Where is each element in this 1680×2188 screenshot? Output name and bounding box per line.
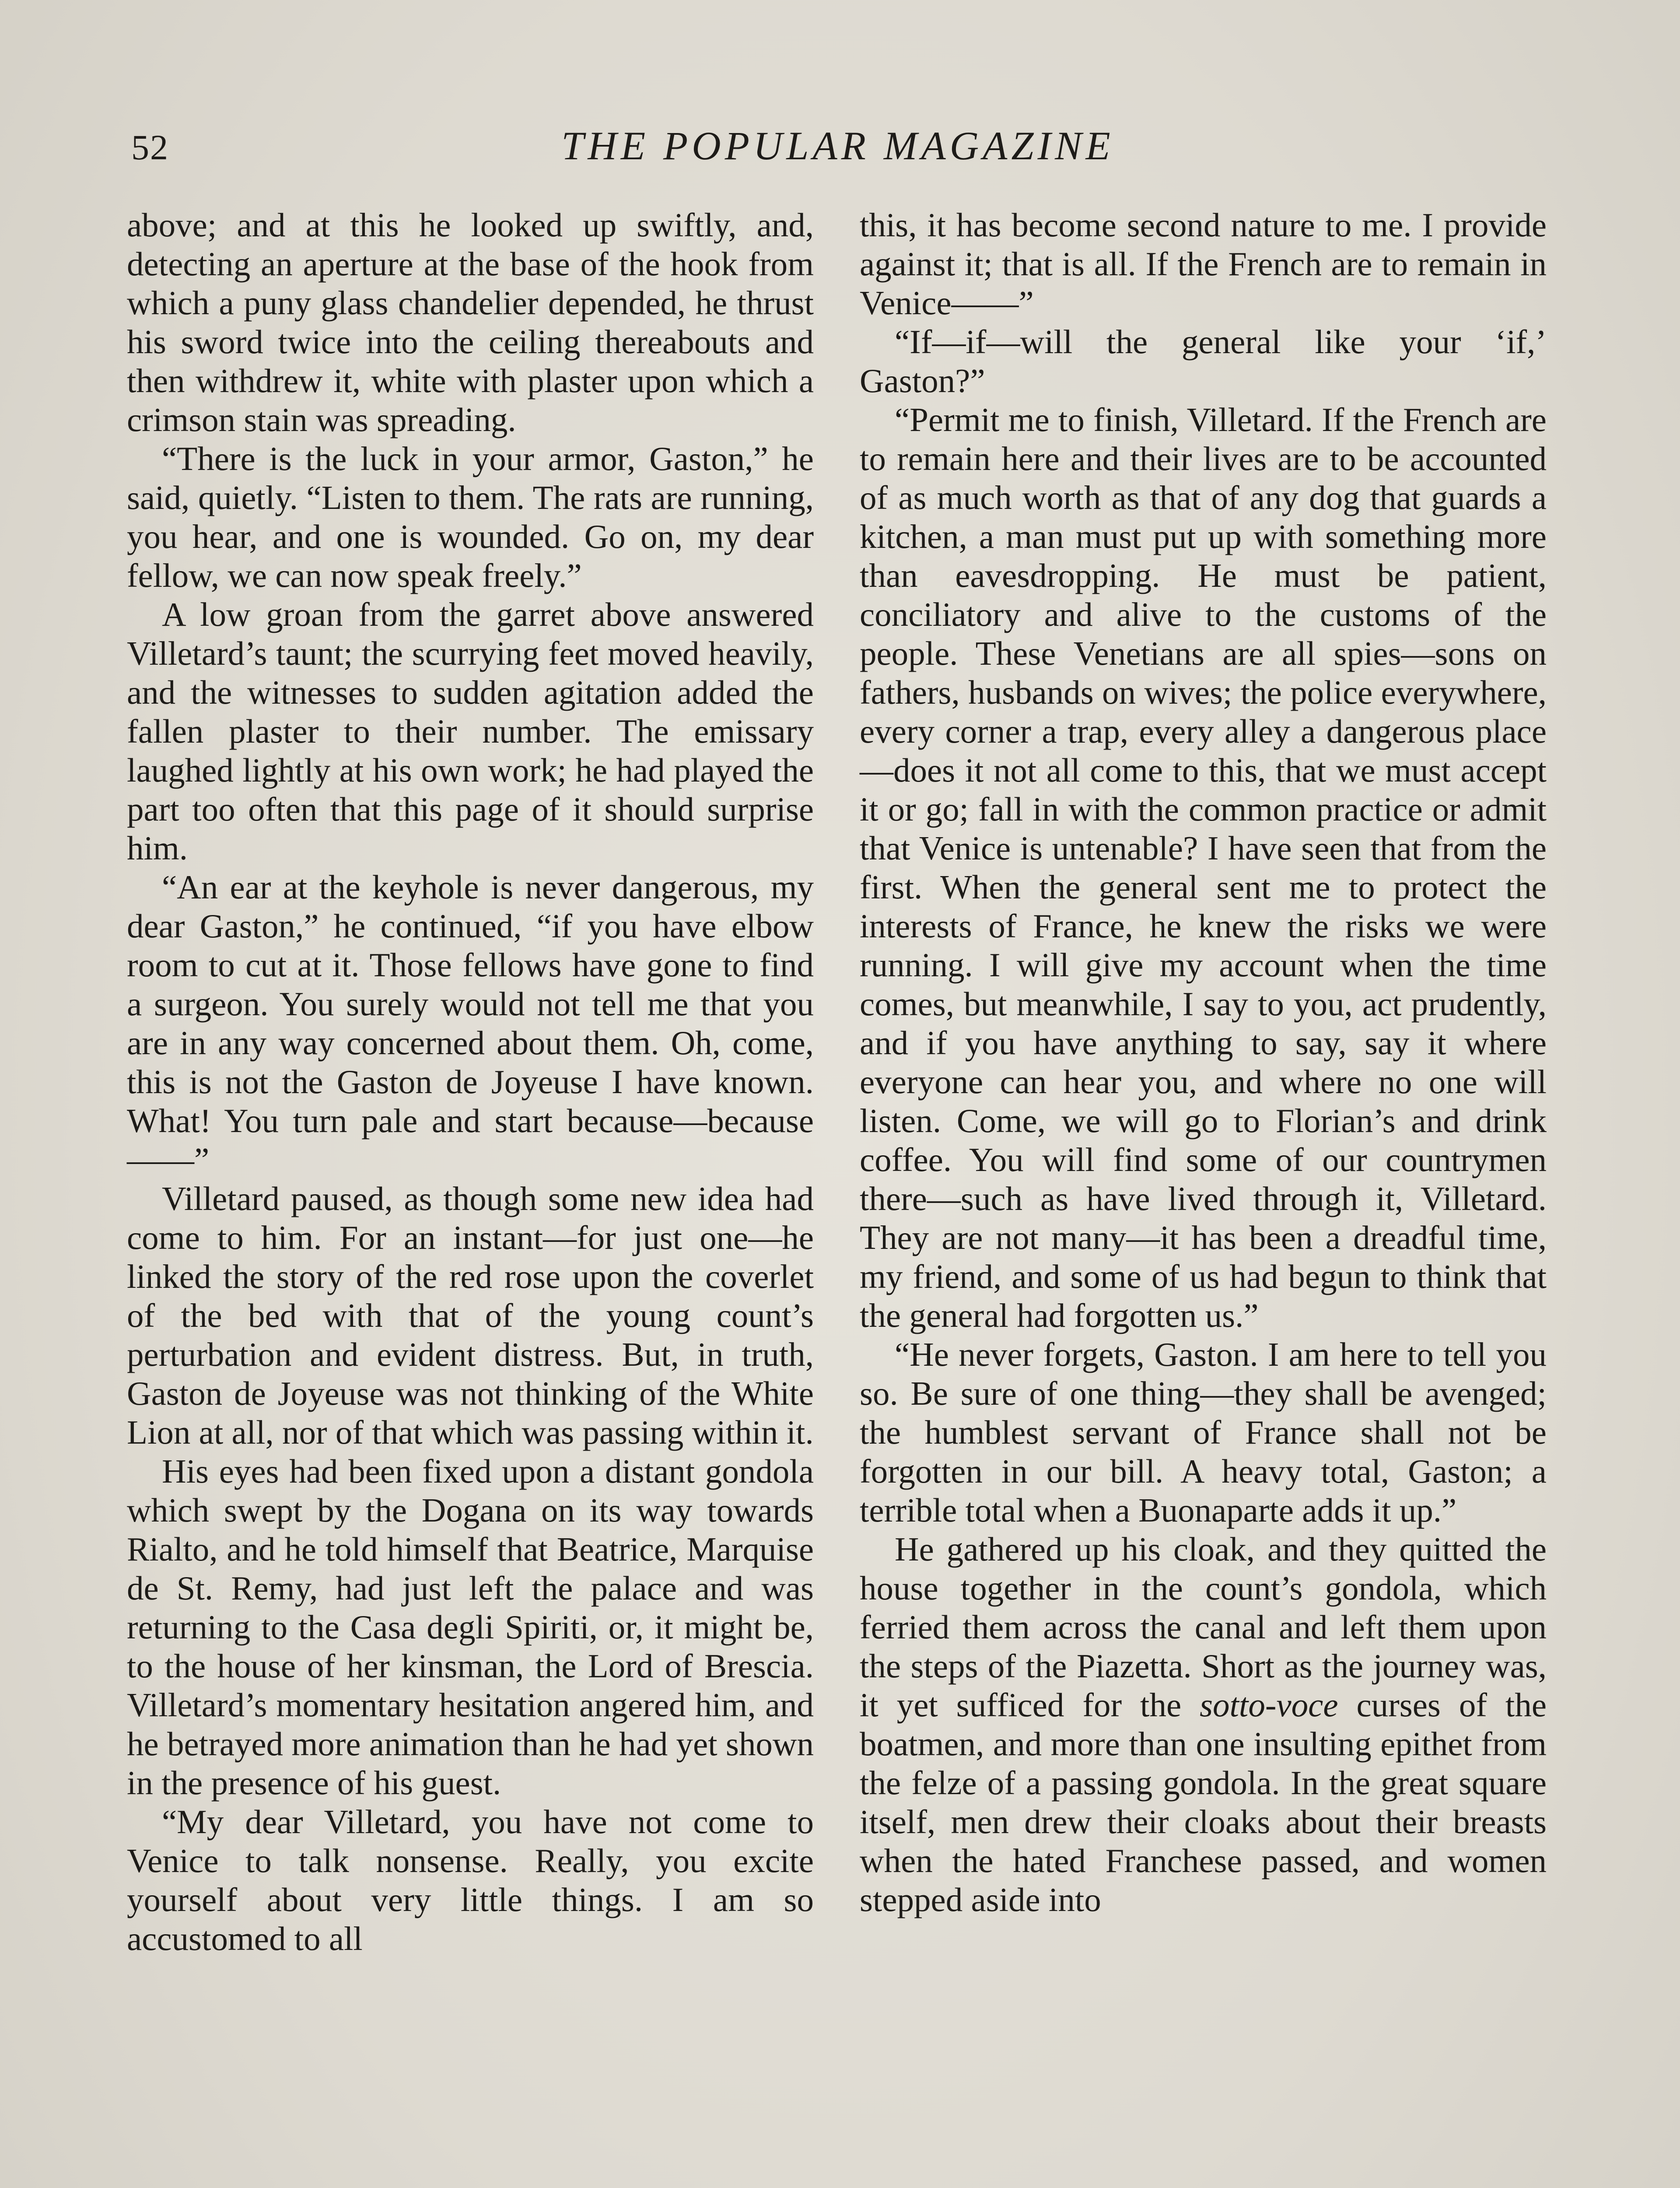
running-title: THE POPULAR MAGAZINE: [561, 123, 1114, 168]
text-run: curses of the boatmen, and more than one insulting epithet from the felze of a passing gondola. In the great square itself, men drew their cloaks about their breasts when the hated Franchese passed, and women stepped aside into: [860, 1686, 1547, 1918]
paragraph: “My dear Villetard, you have not come to Venice to talk nonsense. Really, you excite yourself about very little things. I am so accustomed to all: [127, 1803, 814, 1957]
left-column: [127, 206, 814, 1958]
paragraph: “Permit me to finish, Villetard. If the French are to remain here and their lives are to be accounted of as much worth as that of any dog that guards a kitchen, a man must put up with something more than eavesdropping. He must be patient, conciliatory and alive to the customs of the people. These Venetians are all spies—sons on fathers, husbands on wives; the police everywhere, every corner a trap, every alley a dangerous place—does it not all come to this, that we must accept it or go; fall in with the common practice or admit that Venice is untenable? I have seen that from the first. When the general sent me to protect the interests of France, he knew the risks we were running. I will give my account when the time comes, but meanwhile, I say to you, act prudently, and if you have anything to say, say it where everyone can hear you, and where no one will listen. Come, we will go to Florian’s and drink coffee. You will find some of our countrymen there—such as have lived through it, Villetard. They are not many—it has been a dreadful time, my friend, and some of us had begun to think that the general had forgotten us.”: [860, 401, 1547, 1334]
paragraph: Villetard paused, as though some new idea had come to him. For an instant—for just one—he linked the story of the red rose upon the coverlet of the bed with that of the young count’s perturbation and evident distress. But, in truth, Gaston de Joyeuse was not thinking of the White Lion at all, nor of that which was passing within it.: [127, 1180, 814, 1451]
paragraph: [860, 1530, 1547, 1919]
paragraph: “If—if—will the general like your ‘if,’ Gaston?”: [860, 323, 1547, 400]
paragraph: His eyes had been fixed upon a distant gondola which swept by the Dogana on its way towards Rialto, and he told himself that Beatrice, Marquise de St. Remy, had just left the palace and was returning to the Casa degli Spiriti, or, it might be, to the house of her kinsman, the Lord of Brescia. Villetard’s momentary hesitation angered him, and he betrayed more animation than he had yet shown in the presence of his guest.: [127, 1452, 814, 1802]
right-column: [860, 206, 1547, 1919]
paragraph: “He never forgets, Gaston. I am here to tell you so. Be sure of one thing—they shall be avenged; the humblest servant of France shall not be forgotten in our bill. A heavy total, Gaston; a terrible total when a Buonaparte adds it up.”: [860, 1336, 1547, 1529]
paragraph: this, it has become second nature to me. I provide against it; that is all. If the French are to remain in Venice——”: [860, 206, 1547, 322]
paragraph: A low groan from the garret above answered Villetard’s taunt; the scurrying feet moved heavily, and the witnesses to sudden agitation added the fallen plaster to their number. The emissary laughed lightly at his own work; he had played the part too often that this page of it should surprise him.: [127, 596, 814, 867]
paragraph: above; and at this he looked up swiftly, and, detecting an aperture at the base of the hook from which a puny glass chandelier depended, he thrust his sword twice into the ceiling thereabouts and then withdrew it, white with plaster upon which a crimson stain was spreading.: [127, 206, 814, 438]
page-number: 52: [131, 127, 169, 167]
text-run: He gathered up his cloak, and they quitted the house together in the count’s gondola, which ferried them across the canal and left them upon the steps of the Piazetta. Short as the journey was, it yet sufficed for the: [860, 1530, 1547, 1724]
italic-phrase: sotto-voce: [1200, 1686, 1338, 1724]
page-header: [127, 118, 1549, 175]
paragraph: “There is the luck in your armor, Gaston,” he said, quietly. “Listen to them. The rats are running, you hear, and one is wounded. Go on, my dear fellow, we can now speak freely.”: [127, 440, 814, 594]
paragraph: “An ear at the keyhole is never dangerous, my dear Gaston,” he continued, “if you have elbow room to cut at it. Those fellows have gone to find a surgeon. You surely would not tell me that you are in any way concerned about them. Oh, come, this is not the Gaston de Joyeuse I have known. What! You turn pale and start because—because——”: [127, 868, 814, 1178]
